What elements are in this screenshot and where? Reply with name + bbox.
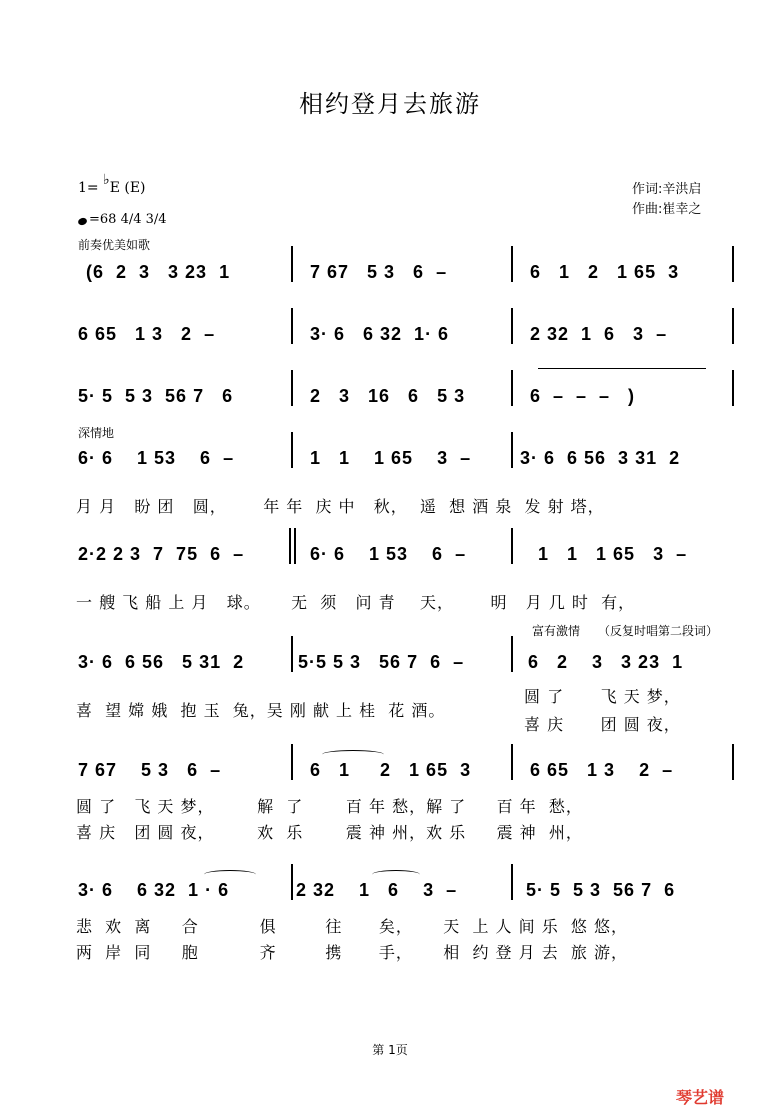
measure: (6 2 3 3 23 1 — [86, 262, 231, 282]
measure: 6 1 2 1 65 3 — [530, 262, 680, 282]
measure: 5· 5 5 3 56 7 6 — [526, 880, 676, 900]
lyric-line: 喜 庆 团 圆 夜， 欢 乐 震 神 州，欢 乐 震 神 州， — [76, 823, 583, 842]
song-title: 相约登月去旅游 — [299, 90, 481, 118]
bar-line — [732, 246, 734, 282]
measure: 2 32 1 6 3 – — [530, 324, 668, 344]
staff-row — [76, 532, 736, 576]
measure: 2 3 16 6 5 3 — [310, 386, 466, 406]
measure: 7 67 5 3 6 – — [78, 760, 222, 780]
key-signature — [78, 172, 146, 196]
lyric-line: 圆 了 飞 天 梦， — [524, 687, 681, 706]
bar-line — [291, 246, 293, 282]
bar-line — [511, 370, 513, 406]
staff-row — [76, 640, 736, 684]
staff-row — [76, 250, 736, 294]
lyric-line: 悲 欢 离 合 俱 往 矣， 天 上 人 间 乐 悠 悠， — [76, 917, 628, 936]
bar-line — [511, 864, 513, 900]
measure: 5·5 5 3 56 7 6 – — [298, 652, 465, 672]
bar-line — [291, 744, 293, 780]
bar-line — [511, 308, 513, 344]
measure: 6 65 1 3 2 – — [530, 760, 674, 780]
key-prefix: 1= — [78, 180, 99, 196]
staff-row — [76, 748, 736, 792]
bar-line — [511, 528, 513, 564]
repeat-bar — [294, 528, 296, 564]
slur — [204, 870, 256, 879]
bar-line — [732, 370, 734, 406]
measure: 1 1 1 65 3 – — [538, 544, 688, 564]
tie-line — [538, 368, 706, 369]
composer-credit: 作曲:崔幸之 — [632, 202, 702, 217]
measure: 6 1 2 1 65 3 — [310, 760, 472, 780]
staff-row — [76, 868, 736, 912]
lyric-line: 圆 了 飞 天 梦， 解 了 百 年 愁，解 了 百 年 愁， — [76, 797, 583, 816]
repeat-note: （反复时唱第二段词） — [598, 624, 719, 638]
measure: 3· 6 6 56 5 31 2 — [78, 652, 245, 672]
bar-line — [291, 864, 293, 900]
key-value: E (E) — [109, 180, 146, 196]
bar-line — [291, 308, 293, 344]
measure: 3· 6 6 32 1 · 6 — [78, 880, 230, 900]
intro-marking: 前奏优美如歌 — [78, 238, 151, 252]
bar-line — [511, 744, 513, 780]
staff-row — [76, 374, 736, 418]
measure: 5· 5 5 3 56 7 6 — [78, 386, 234, 406]
slur — [372, 870, 420, 879]
flat-sign: ♭ — [103, 172, 110, 188]
quarter-note-icon — [77, 217, 88, 227]
measure: 6 2 3 3 23 1 — [528, 652, 684, 672]
lyric-line: 两 岸 同 胞 齐 携 手， 相 约 登 月 去 旅 游， — [76, 943, 628, 962]
bar-line — [291, 370, 293, 406]
measure: 6 65 1 3 2 – — [78, 324, 216, 344]
bar-line — [291, 636, 293, 672]
staff-row — [76, 436, 736, 480]
lyric-line: 喜 望 嫦 娥 抱 玉 兔，吴 刚 献 上 桂 花 酒。 — [76, 701, 446, 720]
slur — [322, 750, 384, 759]
bar-line — [732, 744, 734, 780]
site-logo: 琴艺谱 — [676, 1088, 725, 1107]
repeat-bar — [289, 528, 291, 564]
bar-line — [511, 246, 513, 282]
lyric-line: 一 艘 飞 船 上 月 球。 无 须 问 青 天， 明 月 几 时 有， — [76, 593, 636, 612]
bar-line — [291, 432, 293, 468]
bar-line — [511, 432, 513, 468]
measure: 6· 6 1 53 6 – — [310, 544, 467, 564]
measure: 3· 6 6 32 1· 6 — [310, 324, 450, 344]
lyricist-credit: 作词:辛洪启 — [632, 182, 702, 197]
measure: 2·2 2 3 7 75 6 – — [78, 544, 245, 564]
expression-marking: 深情地 — [78, 426, 115, 440]
staff-row — [76, 312, 736, 356]
measure: 6 – – – ) — [530, 386, 636, 406]
bar-line — [511, 636, 513, 672]
measure: 2 32 1 6 3 – — [296, 880, 458, 900]
tempo-marking — [78, 212, 167, 227]
measure: 1 1 1 65 3 – — [310, 448, 472, 468]
bar-line — [732, 308, 734, 344]
lyric-line: 喜 庆 团 圆 夜， — [524, 715, 681, 734]
page-number: 第 1页 — [372, 1043, 408, 1057]
tempo-value: =68 4/4 3/4 — [89, 212, 167, 227]
measure: 6· 6 1 53 6 – — [78, 448, 235, 468]
measure: 7 67 5 3 6 – — [310, 262, 448, 282]
measure: 3· 6 6 56 3 31 2 — [520, 448, 681, 468]
passion-marking: 富有激情 — [532, 624, 581, 638]
lyric-line: 月 月 盼 团 圆， 年 年 庆 中 秋， 遥 想 酒 泉 发 射 塔， — [76, 497, 605, 516]
